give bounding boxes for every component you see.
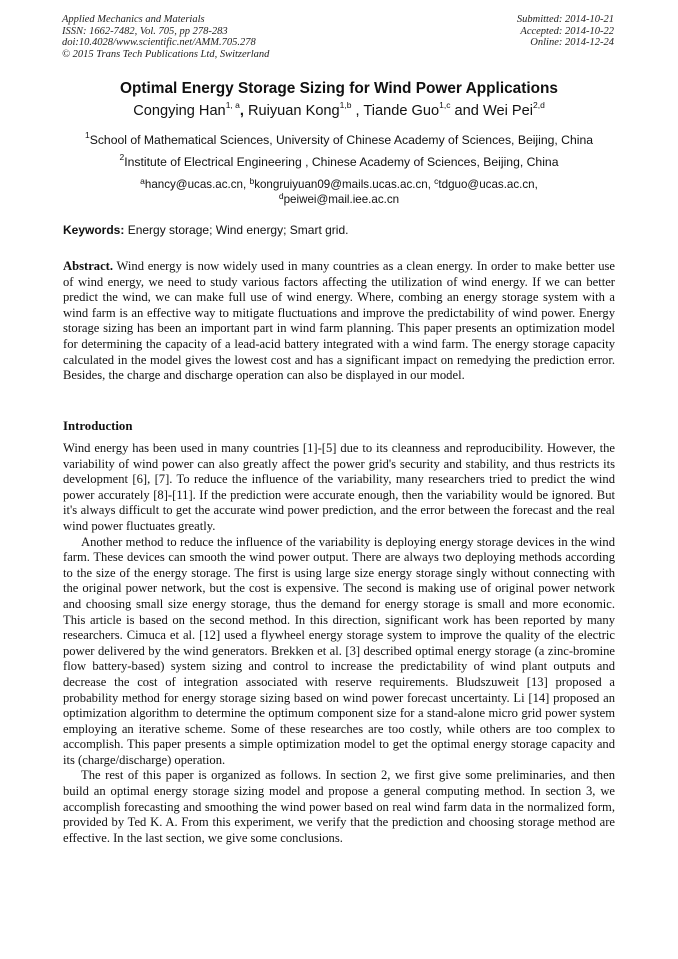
journal-name: Applied Mechanics and Materials bbox=[62, 14, 205, 25]
author-name: Ruiyuan Kong bbox=[247, 103, 340, 119]
email-a: hancy@ucas.ac.cn, bbox=[144, 178, 250, 191]
affiliation-sup: 1 bbox=[84, 130, 90, 140]
email-sup: b bbox=[249, 176, 255, 186]
author-name: Tiande Guo bbox=[363, 103, 440, 119]
paragraph: Wind energy has been used in many countries [1]-[5] due to its cleanness and reproducibility. However, the variability of wind power can also greatly affect the power grid's security and stability, and thus restricts its development [6], [7]. To reduce the influence of the variability, many researchers tried to predict the wind power accurately [8]-[11]. If the prediction were accurate enough, then the variability would be ignored. But it's always difficult to get the accurate wind power prediction, and the error between the forecast and the real wind power fluctuates greatly. bbox=[63, 441, 615, 533]
email-b: kongruiyuan09@mails.ucas.ac.cn, bbox=[254, 178, 435, 191]
keywords-text: Energy storage; Wind energy; Smart grid. bbox=[124, 223, 349, 237]
author-sup: 1,c bbox=[439, 100, 451, 110]
introduction-body bbox=[63, 441, 615, 846]
journal-copyright: © 2015 Trans Tech Publications Ltd, Switzerland bbox=[62, 48, 270, 60]
author-separator: and bbox=[450, 103, 483, 119]
keywords bbox=[63, 223, 348, 237]
affiliation-sup: 2 bbox=[119, 152, 125, 162]
email-d: peiwei@mail.iee.ac.cn bbox=[283, 193, 400, 206]
paper-title: Optimal Energy Storage Sizing for Wind Power Applications bbox=[120, 80, 558, 97]
author-sup: 1,b bbox=[339, 100, 352, 110]
online-date: Online: 2014-12-24 bbox=[530, 37, 614, 49]
dates-header bbox=[517, 14, 614, 49]
author-sup: 1, a bbox=[225, 100, 240, 110]
abstract bbox=[63, 259, 615, 384]
affiliation-1 bbox=[0, 130, 678, 147]
accepted-date: Accepted: 2014-10-22 bbox=[520, 25, 614, 37]
affiliation-text: Institute of Electrical Engineering , Chinese Academy of Sciences, Beijing, China bbox=[124, 155, 559, 169]
author-list bbox=[0, 100, 678, 119]
journal-doi: doi:10.4028/www.scientific.net/AMM.705.278 bbox=[62, 37, 256, 49]
email-sup: a bbox=[140, 176, 145, 186]
keywords-label: Keywords: bbox=[63, 223, 125, 237]
journal-issn: ISSN: 1662-7482, Vol. 705, pp 278-283 bbox=[62, 25, 228, 37]
abstract-label: Abstract. bbox=[63, 259, 114, 273]
affiliation-text: School of Mathematical Sciences, University of Chinese Academy of Sciences, Beijing, China bbox=[89, 133, 594, 147]
email-line bbox=[0, 192, 678, 207]
author-separator: , bbox=[351, 103, 364, 119]
affiliation-2 bbox=[0, 152, 678, 169]
submitted-date: Submitted: 2014-10-21 bbox=[516, 14, 614, 25]
author-emails bbox=[0, 177, 678, 207]
email-sup: c bbox=[434, 176, 439, 186]
author-separator: , bbox=[239, 103, 248, 119]
paragraph: The rest of this paper is organized as follows. In section 2, we first give some preliminaries, and then build an optimal energy storage sizing model and propose a general computing method. In section 3, we accomplish forecasting and smoothing the wind power based on real wind farm data in the normalized form, provided by Ted K. A. From this experiment, we verify that the prediction and choosing storage method are effective. In the last section, we give some conclusions. bbox=[63, 768, 615, 845]
author-sup: 2,d bbox=[532, 100, 545, 110]
email-c: tdguo@ucas.ac.cn, bbox=[438, 178, 538, 191]
email-sup: d bbox=[278, 191, 284, 201]
author-name: Wei Pei bbox=[482, 103, 533, 119]
email-line bbox=[0, 177, 678, 192]
author-name: Congying Han bbox=[133, 103, 226, 119]
abstract-text: Wind energy is now widely used in many countries as a clean energy. In order to make better use of wind energy, we need to study various factors affecting the utilization of wind energy. If we can better predict the wind, we can make full use of wind energy. Where, combing an energy storage system with a wind farm is an effective way to mitigate fluctuations and improve the predictability of wind power. Energy storage sizing has been an important part in wind farm planning. This paper presents an optimization model for determining the capacity of a lead-acid battery integrated with a wind farm. The energy storage capacity calculated in the model gives the lowest cost and has a significant impact on remedying the prediction error. Besides, the charge and discharge operation can also be displayed in our model. bbox=[63, 259, 615, 383]
paragraph: Another method to reduce the influence of the variability is deploying energy storage devices in the wind farm. These devices can smooth the wind power output. There are always two deploying methods according to the size of the energy storage. The first is using large size energy storage singly without connecting with the original power network, but the cost is expensive. The second is making use of original power network and choosing small size energy storage, thus the demand for energy storage is small and more economic. This article is based on the second method. In this direction, significant work has been reported by many researchers. Cimuca et al. [12] used a flywheel energy storage system to improve the quality of the electric power delivered by the wind generators. Brekken et al. [3] described optimal energy storage (a zinc-bromine flow battery-based) system sizing and control to increase the predictability of wind plant outputs and decrease the cost of integration associated with reserve requirements. Bludszuweit [13] proposed a probability method for energy storage sizing based on wind power forecast uncertainty. Li [14] proposed an optimization algorithm to determine the optimum component size for a stand-alone micro grid power system employing an iterative scheme. Some of these researches are too costly, while others are too complex to accomplish. This paper presents a simple optimization model to get the optimal energy storage capacity and its (charge/discharge) operation. bbox=[63, 534, 615, 767]
journal-header bbox=[62, 14, 269, 60]
section-heading: Introduction bbox=[63, 419, 133, 433]
